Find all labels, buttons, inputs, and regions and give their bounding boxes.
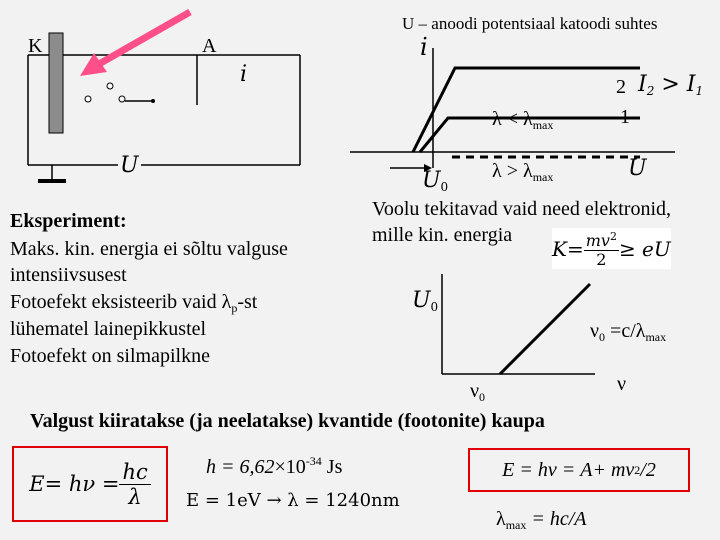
- light-arrow-icon: [92, 12, 190, 68]
- experiment-line-3: Fotoefekt eksisteerib vaid $\lambda_p-st$: [10, 291, 258, 315]
- photon-energy-formula-box: E = hν = $\frac{hc}{\lambda}$: [12, 446, 168, 522]
- photon-heading: Valgust kiiratakse (ja neelatakse) kvantide (footonite) kaupa: [30, 410, 545, 432]
- iv-y-axis-label: i: [420, 33, 428, 61]
- cathode-label: K: [28, 35, 43, 57]
- experiment-heading: Eksperiment:: [10, 210, 127, 232]
- right-text-line-2: mille kin. energia: [372, 224, 513, 246]
- kinetic-energy-formula: K = $\frac{mv^2}{2}$ ≥ eU: [552, 230, 671, 269]
- graph-title: U – anoodi potentsiaal katoodi suhtes: [402, 14, 658, 33]
- planck-constant: $h = 6,62\times 10^{-34}$ Js: [206, 454, 343, 478]
- lambda-gt-label: $\lambda > \lambda_{max}$: [492, 160, 554, 184]
- lambda-lt-label: $\lambda < \lambda_{max}$: [492, 108, 554, 132]
- nu0-axis-label: $\nu_0$: [470, 380, 486, 404]
- curve-2-label: 2: [616, 76, 626, 98]
- curve-1-label: 1: [620, 106, 630, 128]
- stopping-voltage-line: [500, 284, 590, 374]
- photocell-circuit: [0, 0, 340, 200]
- anode-label: A: [202, 35, 217, 57]
- voltage-label: U: [120, 153, 139, 178]
- iv-x-axis-label: U: [628, 156, 647, 181]
- intensity-relation: $I_2 > I_1$: [638, 72, 704, 98]
- cathode-plate: [49, 33, 63, 133]
- experiment-line-2: intensiivsusest: [10, 264, 127, 286]
- right-text-line-1: Voolu tekitavad vaid need elektronid,: [372, 198, 671, 220]
- u0-label: $U_0$: [422, 168, 449, 194]
- einstein-equation-box: E = hν = A+ mv 2 /2: [468, 448, 690, 492]
- experiment-line-5: Fotoefekt on silmapilkne: [10, 345, 210, 367]
- nu-axis-label: ν: [617, 373, 627, 395]
- ev-wavelength-relation: E = 1eV → λ = 1240nm: [186, 490, 400, 511]
- u0-axis-label: $U_0$: [412, 288, 439, 314]
- experiment-line-4: lühematel lainepikkustel: [10, 318, 207, 340]
- experiment-line-1: Maks. kin. energia ei sõltu valguse: [10, 238, 288, 260]
- threshold-relation: $\nu_0 =c/\lambda_{max}$: [590, 320, 667, 344]
- current-label: i: [240, 62, 248, 87]
- lambda-max-relation: $\lambda_{max} = hc/A$: [496, 508, 587, 532]
